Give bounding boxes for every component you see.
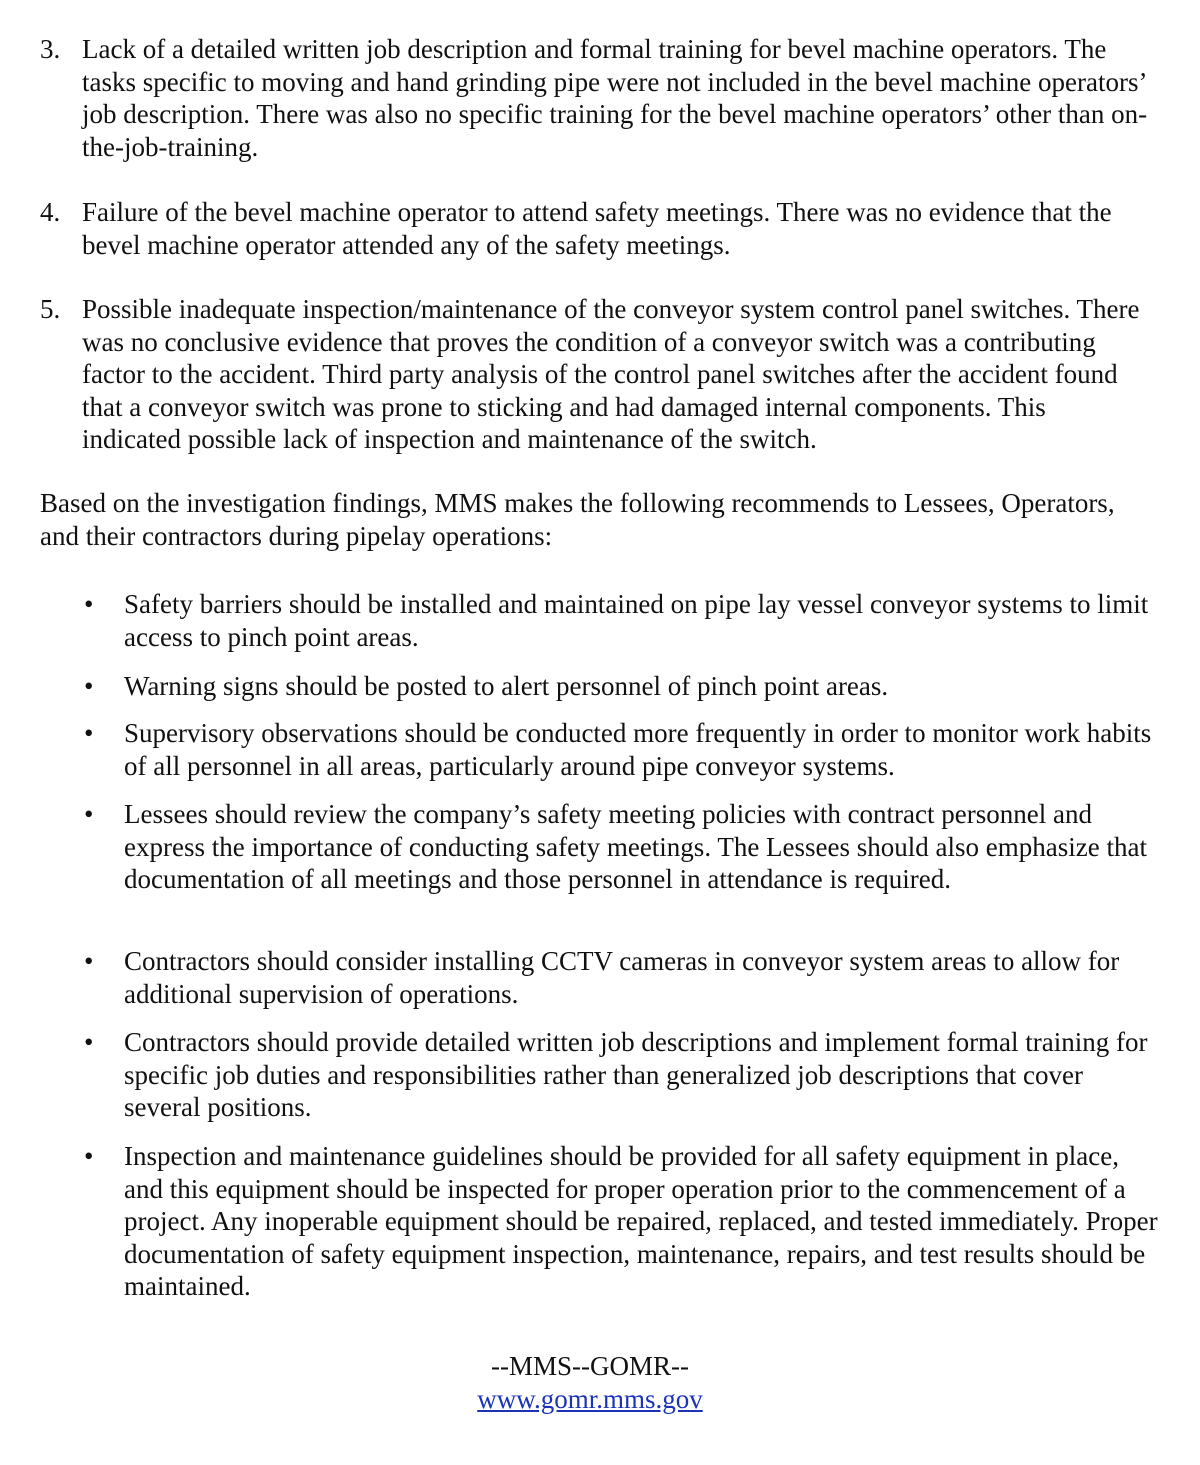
recommendation-item	[84, 1140, 1164, 1303]
bullet-icon: •	[84, 799, 94, 829]
bullet-icon: •	[84, 946, 94, 976]
finding-text: Failure of the bevel machine operator to attend safety meetings. There was no evidence that the bevel machine operator attended any of the safety meetings.	[82, 197, 1112, 260]
finding-number: 4.	[40, 197, 61, 227]
bullet-icon: •	[84, 589, 94, 619]
recommendation-text: Supervisory observations should be conducted more frequently in order to monitor work habits of all personnel in all areas, particularly around pipe conveyor systems.	[124, 718, 1152, 781]
bullet-icon: •	[84, 671, 94, 701]
footer-link-row	[0, 1383, 1180, 1416]
finding-item-4	[40, 196, 1150, 261]
recommendation-item	[84, 1026, 1164, 1124]
bullet-icon: •	[84, 718, 94, 748]
footer-signature: --MMS--GOMR--	[491, 1351, 689, 1381]
finding-text: Lack of a detailed written job description and formal training for bevel machine operators. The tasks specific to moving and hand grinding pipe were not included in the bevel machine operators’ job description. There was also no specific training for the bevel machine operators’ other than on-the-job-training.	[82, 34, 1148, 162]
recommendation-item	[84, 717, 1164, 782]
finding-number: 5.	[40, 294, 61, 324]
finding-item-5	[40, 293, 1150, 456]
recommendation-text: Lessees should review the company’s safety meeting policies with contract personnel and express the importance of conducting safety meetings. The Lessees should also emphasize that documentation of all meetings and those personnel in attendance is required.	[124, 799, 1147, 894]
recommendation-item	[84, 798, 1164, 896]
recommendation-item	[84, 945, 1164, 1010]
finding-item-3	[40, 33, 1150, 163]
website-link[interactable]: www.gomr.mms.gov	[477, 1384, 703, 1414]
bullet-icon: •	[84, 1027, 94, 1057]
recommendation-text: Inspection and maintenance guidelines should be provided for all safety equipment in place, and this equipment should be inspected for proper operation prior to the commencement of a project. Any inoperable equipment should be repaired, replaced, and tested immediately. Proper documentation of safety equipment inspection, maintenance, repairs, and test results should be maintained.	[124, 1141, 1158, 1301]
finding-text: Possible inadequate inspection/maintenance of the conveyor system control panel switches. There was no conclusive evidence that proves the condition of a conveyor switch was a contributing factor to the accident. Third party analysis of the control panel switches after the accident found that a conveyor switch was prone to sticking and had damaged internal components. This indicated possible lack of inspection and maintenance of the switch.	[82, 294, 1140, 454]
recommendation-item	[84, 588, 1164, 653]
bullet-icon: •	[84, 1141, 94, 1171]
recommendation-text: Contractors should provide detailed written job descriptions and implement formal training for specific job duties and responsibilities rather than generalized job descriptions that cover several positions.	[124, 1027, 1148, 1122]
recommendation-item	[84, 670, 1164, 703]
recommendation-text: Warning signs should be posted to alert personnel of pinch point areas.	[124, 671, 889, 701]
recommendations-intro: Based on the investigation findings, MMS makes the following recommends to Lessees, Operators, and their contractors during pipelay operations:	[40, 488, 1115, 551]
finding-number: 3.	[40, 34, 61, 64]
recommendation-text: Safety barriers should be installed and maintained on pipe lay vessel conveyor systems to limit access to pinch point areas.	[124, 589, 1149, 652]
recommendation-text: Contractors should consider installing CCTV cameras in conveyor system areas to allow for additional supervision of operations.	[124, 946, 1120, 1009]
